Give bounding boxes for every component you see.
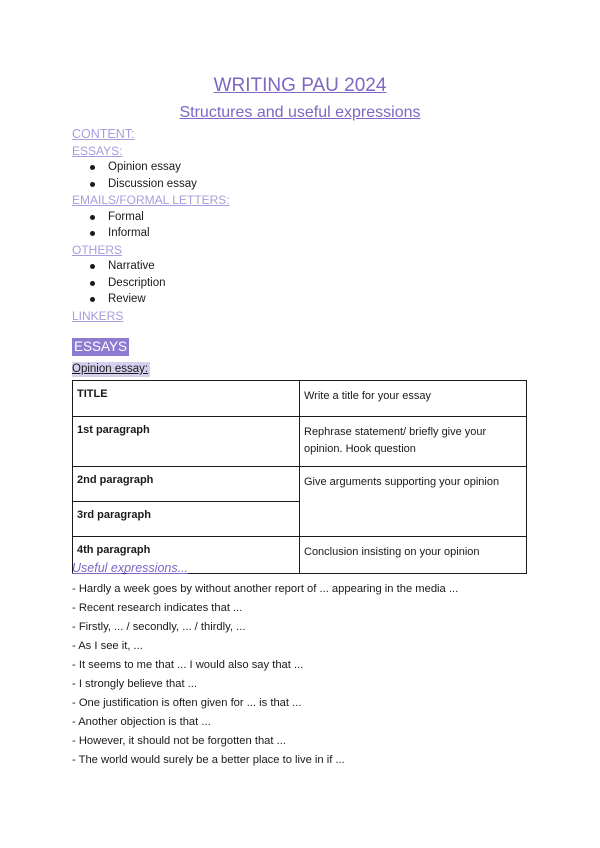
toc-list-essays bbox=[72, 159, 532, 192]
list-item: - Firstly, ... / secondly, ... / thirdly, ... bbox=[72, 621, 246, 633]
list-item: Review bbox=[72, 291, 532, 308]
table-cell-label: 4th paragraph bbox=[73, 537, 300, 574]
table-cell-label: TITLE bbox=[73, 381, 300, 417]
bullet-icon bbox=[90, 297, 95, 302]
bullet-icon bbox=[90, 264, 95, 269]
list-item: - One justification is often given for ... is that ... bbox=[72, 697, 302, 709]
toc-list-emails bbox=[72, 209, 532, 242]
list-item: - Hardly a week goes by without another report of ... appearing in the media ... bbox=[72, 583, 459, 595]
list-item: - The world would surely be a better place to live in if ... bbox=[72, 754, 345, 766]
table-cell-label: 1st paragraph bbox=[73, 417, 300, 467]
list-item: Informal bbox=[72, 225, 532, 242]
list-item: Narrative bbox=[72, 258, 532, 275]
table-cell-text: Give arguments supporting your opinion bbox=[300, 467, 527, 537]
list-item: - Recent research indicates that ... bbox=[72, 602, 243, 614]
list-item: Formal bbox=[72, 209, 532, 226]
table-row bbox=[73, 417, 527, 467]
list-item: Discussion essay bbox=[72, 176, 532, 193]
document-subtitle: Structures and useful expressions bbox=[179, 104, 421, 121]
toc-link-emails[interactable]: EMAILS/FORMAL LETTERS: bbox=[72, 193, 230, 207]
table-cell-text: Write a title for your essay bbox=[300, 381, 527, 417]
essays-heading: ESSAYS bbox=[74, 339, 128, 354]
opinion-essay-label: Opinion essay: bbox=[72, 363, 149, 375]
toc-link-others[interactable]: OTHERS bbox=[72, 242, 123, 257]
table-cell-label: 2nd paragraph bbox=[73, 467, 300, 502]
list-item: - As I see it, ... bbox=[72, 640, 143, 652]
toc-link-linkers[interactable]: LINKERS bbox=[72, 308, 124, 323]
essay-structure-table bbox=[72, 380, 527, 574]
table-of-contents bbox=[72, 126, 532, 324]
content-heading[interactable]: CONTENT: bbox=[72, 127, 135, 141]
list-item: - However, it should not be forgotten that ... bbox=[72, 735, 286, 747]
table-cell-text: Rephrase statement/ briefly give your opinion. Hook question bbox=[300, 417, 527, 467]
table-cell-text: Conclusion insisting on your opinion bbox=[300, 537, 527, 574]
bullet-icon bbox=[90, 165, 95, 170]
useful-expressions-list bbox=[72, 580, 532, 770]
toc-link-essays[interactable]: ESSAYS: bbox=[72, 143, 123, 158]
list-item: - Another objection is that ... bbox=[72, 716, 211, 728]
list-item: Opinion essay bbox=[72, 159, 532, 176]
bullet-icon bbox=[90, 231, 95, 236]
table-row bbox=[73, 381, 527, 417]
list-item: - I strongly believe that ... bbox=[72, 678, 197, 690]
list-item: - It seems to me that ... I would also say that ... bbox=[72, 659, 304, 671]
bullet-icon bbox=[90, 215, 95, 220]
document-title: WRITING PAU 2024 bbox=[213, 75, 387, 96]
useful-expressions-heading: Useful expressions... bbox=[72, 561, 189, 575]
list-item: Description bbox=[72, 275, 532, 292]
table-cell-label: 3rd paragraph bbox=[73, 502, 300, 537]
toc-list-others bbox=[72, 258, 532, 308]
bullet-icon bbox=[90, 281, 95, 286]
bullet-icon bbox=[90, 182, 95, 187]
table-row bbox=[73, 467, 527, 502]
